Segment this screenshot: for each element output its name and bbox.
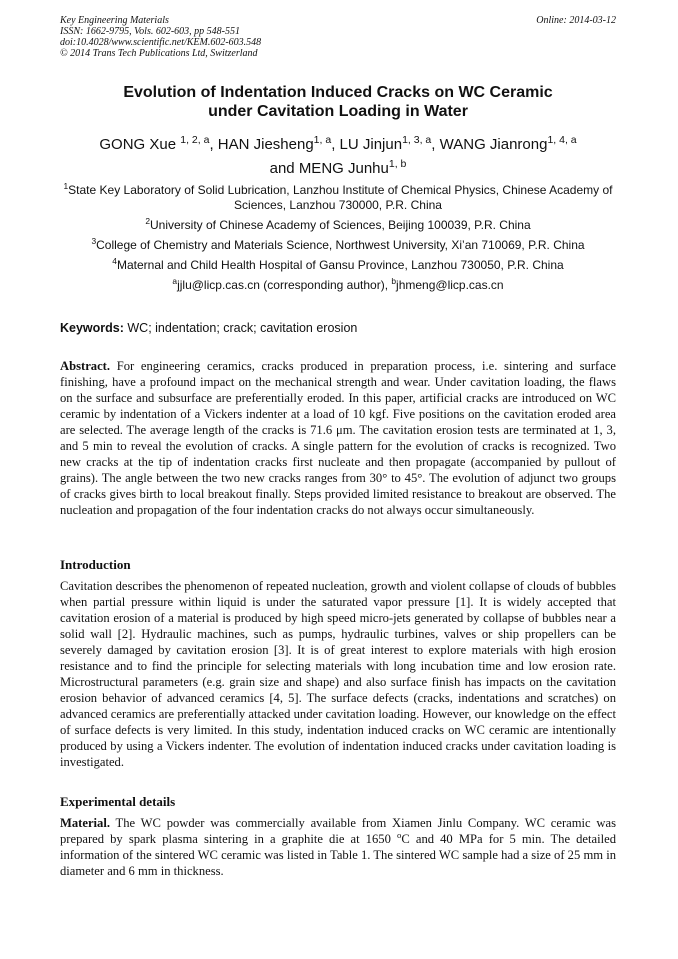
- email-marker: b: [391, 276, 397, 286]
- copyright-line: © 2014 Trans Tech Publications Ltd, Switzerland: [60, 48, 258, 59]
- email-text: jhmeng@licp.cas.cn: [396, 278, 504, 292]
- author-name: GONG Xue: [99, 136, 177, 153]
- affiliation-list: [60, 183, 616, 298]
- online-date: Online: 2014-03-12: [536, 15, 616, 26]
- author-name: MENG Junhu: [298, 160, 389, 177]
- email-text: jjlu@licp.cas.cn (corresponding author),: [177, 278, 392, 292]
- introduction-body: [60, 578, 616, 770]
- material-label: Material.: [60, 816, 110, 830]
- abstract-label: Abstract.: [60, 359, 111, 373]
- introduction-text: Cavitation describes the phenomenon of repeated nucleation, growth and violent collapse of clouds of bubbles when partial pressure within liquid is under the saturated vapor pressure [1]. It is widely accepted that cavitation erosion of a material is produced by high speed micro-jets generated by collapse of bubbles near a solid wall [2]. Hydraulic machines, such as pumps, hydraulic turbines, valves or ship propellers can be severely damaged by cavitation erosion [3]. It is of great interest to explore materials with high erosion resistance and to find the principle for selecting materials with long incubation time and low erosion rate. Microstructural parameters (e.g. grain size and shape) and also surface finish has impacts on the cavitation erosion behavior of advanced ceramics [4, 5]. The surface defects (cracks, indentations and scratches) on advanced ceramics are preferentially attacked under cavitation loading. However, our knowledge on the effect of surface defects is very limited. In this study, indentation induced cracks on WC ceramic are intentionally produced by using a Vickers indenter. The evolution of indentation induced cracks under cavitation loading is investigated.: [60, 579, 616, 769]
- introduction-heading: Introduction: [60, 557, 131, 572]
- keywords: [60, 320, 616, 336]
- affiliation-text: Maternal and Child Health Hospital of Gansu Province, Lanzhou 730050, P.R. China: [116, 258, 564, 272]
- doi-line: doi:10.4028/www.scientific.net/KEM.602-603.548: [60, 37, 262, 48]
- email-line: [60, 278, 616, 293]
- abstract: [60, 358, 616, 518]
- author-name: LU Jinjun: [339, 136, 403, 153]
- affiliation-text: College of Chemistry and Materials Science, Northwest University, Xi’an 710069, P.R. China: [96, 238, 585, 252]
- author-affil-sup: 1, 3, a: [402, 134, 432, 146]
- affiliation-text: University of Chinese Academy of Sciences, Beijing 100039, P.R. China: [150, 218, 531, 232]
- affiliation-number: 4: [112, 256, 117, 266]
- title-line-2: under Cavitation Loading in Water: [208, 103, 468, 120]
- author-name: HAN Jiesheng: [217, 136, 314, 153]
- paper-title: [60, 83, 616, 121]
- degree-sup: o: [396, 829, 402, 840]
- journal-header: [60, 15, 616, 59]
- journal-name: Key Engineering Materials: [60, 15, 169, 26]
- author-list: GONG Xue $^{1, 2, a}$, HAN Jiesheng$^{1, a}$, LU Jinjun$^{1, 3, a}$, WANG Jianrong$^{1, 4, a}$ and MENG Junhu$^{1, b}$: [99, 134, 577, 177]
- affiliation: [60, 238, 616, 253]
- title-line-1: Evolution of Indentation Induced Cracks on WC Ceramic: [123, 84, 553, 101]
- keywords-text: WC; indentation; crack; cavitation erosion: [123, 321, 358, 335]
- material-text-cont: C and 40 MPa for 5 min. The detailed information of the sintered WC ceramic was listed in Table 1. The sintered WC sample had a size of 25 mm in diameter and 6 mm in thickness.: [60, 832, 616, 878]
- experimental-body: [60, 815, 616, 879]
- author-name: WANG Jianrong: [439, 136, 548, 153]
- abstract-text: For engineering ceramics, cracks produced in preparation process, i.e. sintering and surface finishing, have a profound impact on the mechanical strength and wear. Under cavitation loading, the flaws on the surface and subsurface are preferentially eroded. In this paper, artificial cracks are introduced on WC ceramic by indentation of a Vickers indenter at a load of 10 kgf. Five positions on the cavitation eroded area are selected. The average length of the cracks is 71.6 μm. The cavitation erosion tests are terminated at 1, 3, and 5 min to reveal the evolution of cracks. A single pattern for the evolution of cracks is recognized. Two new cracks at the tip of indentation cracks first nucleate and then propagate (accompanied by pullout of grains). The angle between the two new cracks ranges from 30° to 45°. The evolution of adjunct two groups of cracks gives birth to local breakout finally. Steps provided limited resistance to breakout are observed. The nucleation and propagation of the four indentation cracks do not always occur simultaneously.: [60, 359, 616, 517]
- author-affil-sup: 1, 2, a: [180, 134, 210, 146]
- material-text: The WC powder was commercially available from Xiamen Jinlu Company. WC ceramic was prepared by spark plasma sintering in a graphite die at 1650: [60, 816, 616, 846]
- author-affil-sup: 1, a: [313, 134, 332, 146]
- affiliation-number: 3: [91, 236, 97, 246]
- affiliation-text: State Key Laboratory of Solid Lubrication, Lanzhou Institute of Chemical Physics, Chinese Academy of Sciences, Lanzhou 730000, P.R. China: [68, 183, 613, 212]
- affiliation-number: 1: [63, 181, 69, 191]
- issn-line: ISSN: 1662-9795, Vols. 602-603, pp 548-551: [60, 26, 240, 37]
- email-marker: a: [172, 276, 178, 286]
- affiliation: [60, 258, 616, 273]
- affiliation: [60, 183, 616, 213]
- keywords-label: Keywords:: [60, 321, 124, 335]
- affiliation: [60, 218, 616, 233]
- author-affil-sup: 1, b: [388, 158, 407, 170]
- author-affil-sup: 1, 4, a: [547, 134, 577, 146]
- experimental-heading: Experimental details: [60, 794, 176, 809]
- affiliation-number: 2: [145, 216, 150, 226]
- author-and: and: [269, 160, 295, 177]
